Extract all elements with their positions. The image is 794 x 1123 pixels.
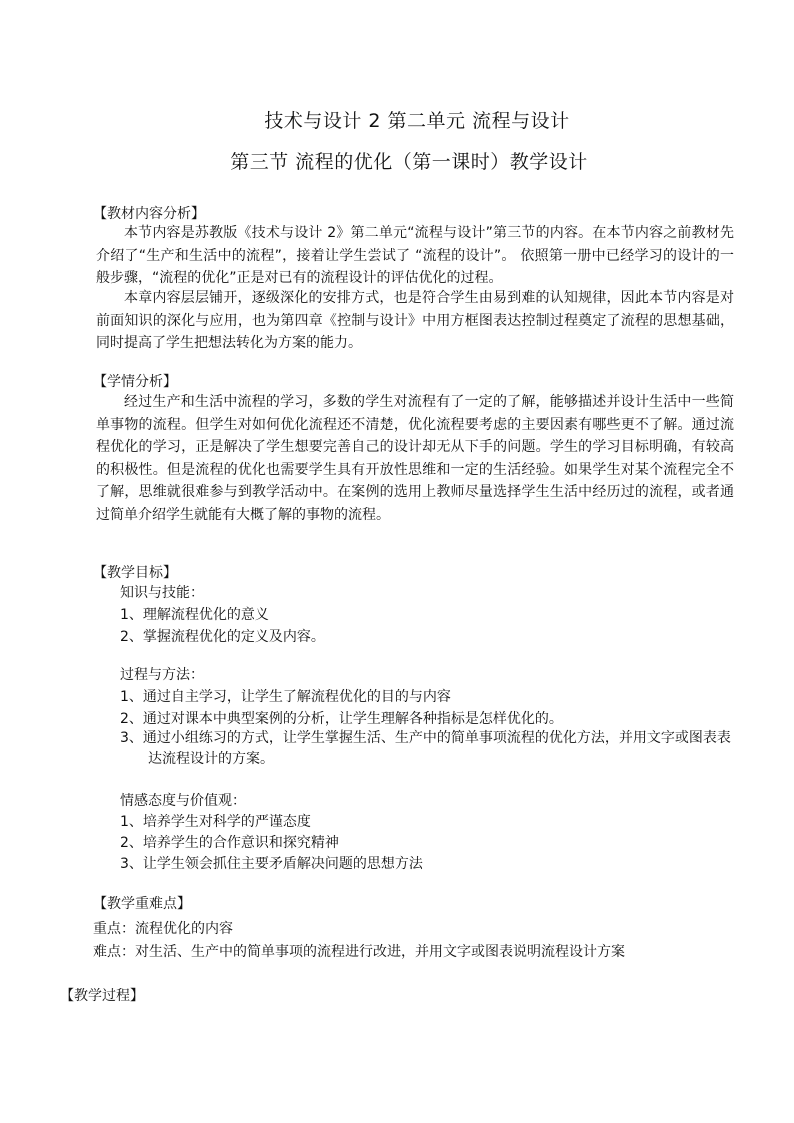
attitude-item: 3、让学生领会抓住主要矛盾解决问题的思想方法 [120, 856, 423, 872]
process-item: 2、通过对课本中典型案例的分析，让学生理解各种指标是怎样优化的。 [120, 711, 563, 727]
attitude-item: 1、培养学生对科学的严谨态度 [120, 814, 311, 830]
section-heading-goals: 【教学目标】 [93, 565, 177, 581]
attitude-title: 情感态度与价值观： [120, 793, 246, 809]
analysis-paragraph-1: 本节内容是苏教版《技术与设计 2》第二单元“流程与设计”第三节的内容。在本节内容之前教材先介绍了“生产和生活中的流程”，接着让学生尝试了 “流程的设计”。 依照第一册中已经学习的设计的一般步骤，“流程的优化”正是对已有的流程设计的评估优化的过程。 [96, 225, 734, 287]
students-paragraph: 经过生产和生活中流程的学习，多数的学生对流程有了一定的了解，能够描述并设计生活中一些简单事物的流程。但学生对如何优化流程还不清楚，优化流程要考虑的主要因素有哪些更不了解。通过流程优化的学习，正是解决了学生想要完善自己的设计却无从下手的问题。学生的学习目标明确，有较高的积极性。但是流程的优化也需要学生具有开放性思维和一定的生活经验。如果学生对某个流程完全不了解，思维就很难参与到教学活动中。在案例的选用上教师尽量选择学生生活中经历过的流程，或者通过简单介绍学生就能有大概了解的事物的流程。 [96, 394, 734, 523]
focus-point: 重点：流程优化的内容 [93, 921, 233, 937]
knowledge-item: 2、掌握流程优化的定义及内容。 [120, 629, 325, 645]
section-heading-key-points: 【教学重难点】 [93, 896, 191, 912]
section-heading-analysis: 【教材内容分析】 [93, 206, 205, 222]
knowledge-title: 知识与技能： [120, 585, 204, 601]
process-item-text: 3、通过小组练习的方式，让学生掌握生活、生产中的简单事项流程的优化方法，并用文字或图表表达流程设计的方案。 [120, 730, 731, 767]
section-heading-students: 【学情分析】 [93, 374, 177, 390]
document-subtitle: 第三节 流程的优化（第一课时）教学设计 [230, 151, 588, 173]
process-title: 过程与方法： [120, 667, 204, 683]
process-item [120, 728, 740, 770]
difficulty-point: 难点：对生活、生产中的简单事项的流程进行改进，并用文字或图表说明流程设计方案 [93, 944, 625, 960]
document-title: 技术与设计 2 第二单元 流程与设计 [264, 110, 570, 132]
process-item: 1、通过自主学习，让学生了解流程优化的目的与内容 [120, 689, 451, 705]
attitude-item: 2、培养学生的合作意识和探究精神 [120, 835, 339, 851]
analysis-paragraph-2: 本章内容层层铺开，逐级深化的安排方式，也是符合学生由易到难的认知规律，因此本节内容是对前面知识的深化与应用，也为第四章《控制与设计》中用方框图表达控制过程奠定了流程的思想基础，同时提高了学生把想法转化为方案的能力。 [96, 290, 734, 352]
knowledge-item: 1、理解流程优化的意义 [120, 607, 269, 623]
section-heading-process: 【教学过程】 [60, 988, 144, 1004]
